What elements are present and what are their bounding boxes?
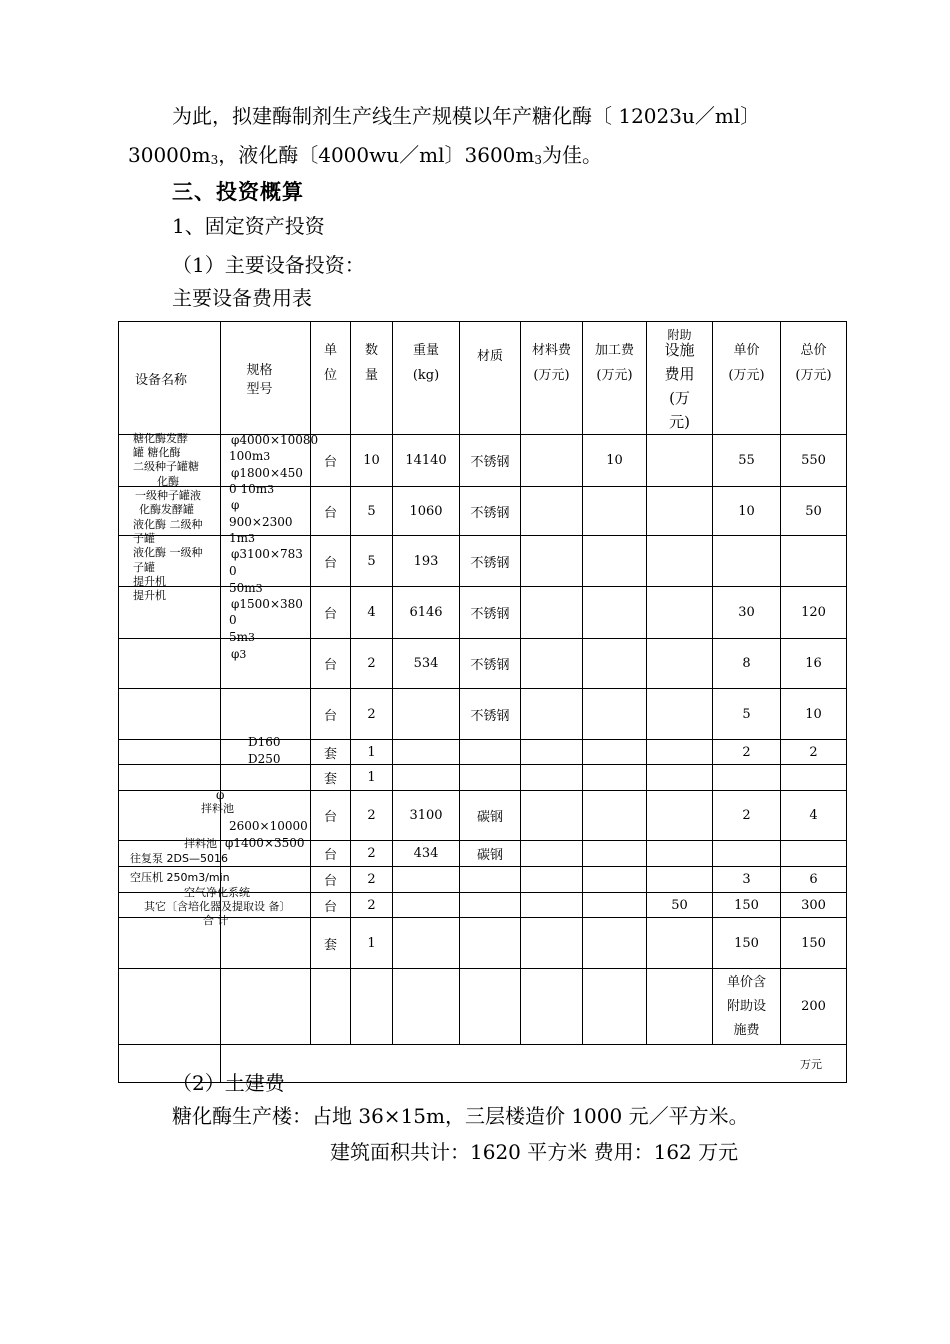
spec-line: D250	[248, 752, 281, 766]
note-cell-proc-cost	[583, 969, 647, 1045]
spec-sup: 3	[267, 483, 275, 496]
header-material: 材质	[460, 322, 521, 435]
civil-line-1: 糖化酶生产楼：占地 36×15m，三层楼造价 1000 元／平方米。	[172, 1104, 749, 1128]
cell-aux	[647, 639, 713, 689]
cell-weight: 14140	[393, 435, 460, 487]
cell-total: 10	[781, 689, 847, 740]
table-row	[119, 740, 847, 765]
cell-qty: 2	[351, 893, 393, 918]
cell-name	[119, 765, 221, 791]
subsection-main-equipment: （1）主要设备投资：	[172, 253, 365, 277]
intro-part-b: ，液化酶〔4000wu／ml〕3600m	[218, 143, 535, 167]
cell-mat-cost	[521, 536, 583, 587]
cell-qty: 10	[351, 435, 393, 487]
cell-proc-cost	[583, 487, 647, 536]
cell-material: 碳钢	[460, 841, 521, 867]
note-cell-name	[119, 969, 221, 1045]
cell-unit: 台	[311, 487, 351, 536]
spec-part: φ	[231, 647, 240, 661]
cell-weight	[393, 740, 460, 765]
name-line: 往复泵 2DS—5016	[130, 852, 228, 865]
cell-aux	[647, 587, 713, 639]
cell-aux	[647, 867, 713, 893]
cell-qty: 5	[351, 536, 393, 587]
cell-unit: 台	[311, 791, 351, 841]
cell-material	[460, 740, 521, 765]
cell-material: 不锈钢	[460, 639, 521, 689]
cell-proc-cost	[583, 867, 647, 893]
spec-line	[229, 483, 274, 496]
header-aux-text: 设施 费用 (万 元)	[664, 341, 695, 431]
cell-proc-cost	[583, 918, 647, 969]
cell-material: 不锈钢	[460, 536, 521, 587]
cell-mat-cost	[521, 765, 583, 791]
total-unit-label: 万元	[221, 1045, 847, 1083]
cell-unit: 台	[311, 867, 351, 893]
cell-material: 不锈钢	[460, 487, 521, 536]
cell-total: 300	[781, 893, 847, 918]
cell-total: 50	[781, 487, 847, 536]
cell-price: 150	[713, 893, 781, 918]
note-cell-qty	[351, 969, 393, 1045]
cell-unit: 台	[311, 689, 351, 740]
spec-line	[231, 648, 246, 661]
subsection-fixed-assets: 1、固定资产投资	[172, 214, 325, 238]
cell-aux	[647, 689, 713, 740]
subsection-civil-works: （2）土建费	[172, 1071, 285, 1095]
spec-part: 50m	[229, 581, 256, 595]
cell-aux	[647, 740, 713, 765]
spec-line: φ1400×3500	[225, 836, 305, 850]
name-line: 提升机	[133, 575, 166, 588]
name-line: 子罐	[133, 532, 155, 545]
cell-unit: 套	[311, 765, 351, 791]
cell-qty: 1	[351, 918, 393, 969]
cell-material	[460, 765, 521, 791]
cell-weight	[393, 918, 460, 969]
table-header-row	[119, 322, 847, 435]
cell-price: 5	[713, 689, 781, 740]
cell-qty: 4	[351, 587, 393, 639]
cell-aux	[647, 841, 713, 867]
cell-qty: 2	[351, 689, 393, 740]
cell-proc-cost	[583, 765, 647, 791]
cell-weight: 193	[393, 536, 460, 587]
header-name: 设备名称	[119, 322, 221, 435]
table-row	[119, 689, 847, 740]
spec-line	[229, 631, 255, 644]
cell-proc-cost	[583, 587, 647, 639]
cell-name	[119, 791, 221, 841]
equipment-cost-table	[118, 321, 847, 1083]
cell-aux	[647, 536, 713, 587]
cell-weight	[393, 893, 460, 918]
cell-mat-cost	[521, 893, 583, 918]
intro-line-2	[128, 143, 602, 172]
cell-total	[781, 841, 847, 867]
cell-mat-cost	[521, 689, 583, 740]
spec-line	[229, 450, 270, 463]
table-row	[119, 435, 847, 487]
spec-line: φ3100×783	[231, 547, 303, 561]
header-qty: 数 量	[351, 322, 393, 435]
cell-unit: 台	[311, 841, 351, 867]
spec-part: 5m	[229, 630, 249, 644]
cell-unit: 台	[311, 587, 351, 639]
header-aux	[647, 322, 713, 435]
cell-mat-cost	[521, 791, 583, 841]
spec-line: φ4000×10080	[231, 433, 319, 447]
table-row	[119, 536, 847, 587]
cell-mat-cost	[521, 841, 583, 867]
cell-proc-cost	[583, 689, 647, 740]
cell-total: 550	[781, 435, 847, 487]
cell-weight	[393, 689, 460, 740]
header-spec: 规格 型号	[221, 322, 311, 435]
section-title-investment: 三、投资概算	[172, 180, 304, 204]
cell-price: 2	[713, 791, 781, 841]
cell-proc-cost: 10	[583, 435, 647, 487]
cell-price: 30	[713, 587, 781, 639]
note-cell-weight	[393, 969, 460, 1045]
cell-name	[119, 740, 221, 765]
cell-material: 不锈钢	[460, 689, 521, 740]
cell-weight: 534	[393, 639, 460, 689]
cell-aux	[647, 918, 713, 969]
cell-qty: 1	[351, 765, 393, 791]
name-line: 糖化酶发酵	[133, 432, 188, 445]
header-process-cost: 加工费 (万元)	[583, 322, 647, 435]
cell-mat-cost	[521, 435, 583, 487]
cell-qty: 2	[351, 791, 393, 841]
name-line: 液化酶 一级种	[133, 546, 203, 559]
cell-price: 150	[713, 918, 781, 969]
spec-line: φ1500×380	[231, 597, 303, 611]
note-price: 单价含 附助设 施费	[713, 969, 781, 1045]
header-unit-price: 单价 (万元)	[713, 322, 781, 435]
cell-name	[119, 639, 221, 689]
intro-sup-2: 3	[534, 153, 542, 167]
spec-line	[229, 582, 263, 595]
cell-qty: 2	[351, 639, 393, 689]
cell-material: 不锈钢	[460, 587, 521, 639]
cell-proc-cost	[583, 536, 647, 587]
cell-unit: 台	[311, 435, 351, 487]
cell-spec	[221, 639, 311, 689]
cell-qty: 5	[351, 487, 393, 536]
cell-unit: 套	[311, 918, 351, 969]
spec-line: φ	[216, 788, 225, 802]
cell-price: 10	[713, 487, 781, 536]
cell-unit: 台	[311, 536, 351, 587]
cell-price: 55	[713, 435, 781, 487]
cell-mat-cost	[521, 587, 583, 639]
header-aux-top: 附助	[667, 328, 692, 342]
cell-unit: 台	[311, 893, 351, 918]
spec-part: 0 10m	[229, 482, 268, 496]
cell-proc-cost	[583, 639, 647, 689]
cell-total: 4	[781, 791, 847, 841]
note-cell-spec	[221, 969, 311, 1045]
cell-qty: 2	[351, 867, 393, 893]
name-line: 空气净化系统	[184, 886, 250, 899]
cell-material: 碳钢	[460, 791, 521, 841]
spec-sup: 3	[239, 648, 247, 661]
cell-total: 6	[781, 867, 847, 893]
name-line: 拌料池	[201, 802, 234, 815]
spec-part: 1m	[229, 531, 249, 545]
name-line: 合 计	[203, 914, 229, 927]
spec-line: D160	[248, 735, 281, 749]
cell-price: 3	[713, 867, 781, 893]
table-title: 主要设备费用表	[172, 286, 312, 310]
name-line: 化酶	[157, 475, 179, 488]
spec-line: φ	[231, 498, 240, 512]
cell-total: 2	[781, 740, 847, 765]
table-row	[119, 791, 847, 841]
name-line: 子罐	[133, 561, 155, 574]
cell-qty: 2	[351, 841, 393, 867]
spec-line: 0	[229, 564, 237, 578]
cell-aux	[647, 487, 713, 536]
spec-sup: 3	[255, 582, 263, 595]
cell-material	[460, 867, 521, 893]
note-cell-material	[460, 969, 521, 1045]
spec-line: 2600×10000	[229, 819, 308, 833]
intro-part-a: 30000m	[128, 143, 211, 167]
note-row	[119, 969, 847, 1045]
cell-spec	[221, 765, 311, 791]
cell-material	[460, 893, 521, 918]
name-line: 罐 糖化酶	[133, 446, 181, 459]
cell-weight: 1060	[393, 487, 460, 536]
name-line: 化酶发酵罐	[139, 503, 194, 516]
header-material-cost: 材料费 (万元)	[521, 322, 583, 435]
name-line: 拌料池	[184, 837, 217, 850]
cell-weight: 6146	[393, 587, 460, 639]
note-cell-mat-cost	[521, 969, 583, 1045]
name-line: 二级种子罐糖	[133, 460, 199, 473]
cell-material	[460, 918, 521, 969]
cell-proc-cost	[583, 791, 647, 841]
intro-part-c: 为佳。	[542, 143, 602, 167]
table-row	[119, 587, 847, 639]
spec-sup: 3	[248, 532, 256, 545]
cell-proc-cost	[583, 841, 647, 867]
note-total: 200	[781, 969, 847, 1045]
cell-aux	[647, 791, 713, 841]
header-total: 总价 (万元)	[781, 322, 847, 435]
spec-line	[229, 532, 255, 545]
table-row	[119, 765, 847, 791]
cell-qty: 1	[351, 740, 393, 765]
cell-weight	[393, 867, 460, 893]
cell-total: 16	[781, 639, 847, 689]
cell-price	[713, 536, 781, 587]
cell-total: 120	[781, 587, 847, 639]
cell-aux	[647, 435, 713, 487]
spec-line: φ1800×450	[231, 466, 303, 480]
spec-line: 900×2300	[229, 515, 293, 529]
cell-weight	[393, 765, 460, 791]
cell-total: 150	[781, 918, 847, 969]
cell-unit: 套	[311, 740, 351, 765]
spec-line: 0	[229, 613, 237, 627]
note-cell-unit	[311, 969, 351, 1045]
cell-proc-cost	[583, 740, 647, 765]
cell-mat-cost	[521, 867, 583, 893]
spec-part: 100m	[229, 449, 264, 463]
cell-price: 8	[713, 639, 781, 689]
cell-total	[781, 536, 847, 587]
cell-mat-cost	[521, 639, 583, 689]
cell-price	[713, 765, 781, 791]
note-cell-aux	[647, 969, 713, 1045]
name-line: 空压机 250m3/min	[130, 871, 230, 884]
table-row	[119, 487, 847, 536]
cell-aux: 50	[647, 893, 713, 918]
name-line: 液化酶 二级种	[133, 518, 203, 531]
intro-sup-1: 3	[210, 153, 219, 167]
civil-line-2: 建筑面积共计：1620 平方米 费用：162 万元	[330, 1140, 739, 1164]
cell-name	[119, 689, 221, 740]
name-line: 一级种子罐液	[135, 489, 201, 502]
cell-proc-cost	[583, 893, 647, 918]
cell-price: 2	[713, 740, 781, 765]
table-row	[119, 639, 847, 689]
name-line: 其它〔含培化器及提取设 备〕	[144, 900, 291, 913]
cell-spec	[221, 689, 311, 740]
cell-mat-cost	[521, 918, 583, 969]
intro-line-1: 为此，拟建酶制剂生产线生产规模以年产糖化酶〔 12023u／ml〕	[172, 104, 761, 128]
cell-mat-cost	[521, 740, 583, 765]
cell-weight: 3100	[393, 791, 460, 841]
cell-spec	[221, 791, 311, 841]
cell-aux	[647, 765, 713, 791]
name-line: 提升机	[133, 589, 166, 602]
header-unit: 单 位	[311, 322, 351, 435]
spec-sup: 3	[263, 450, 271, 463]
cell-total	[781, 765, 847, 791]
cell-material: 不锈钢	[460, 435, 521, 487]
cell-spec	[221, 918, 311, 969]
cell-unit: 台	[311, 639, 351, 689]
header-weight: 重量 (kg)	[393, 322, 460, 435]
cell-price	[713, 841, 781, 867]
spec-sup: 3	[248, 631, 256, 644]
cell-mat-cost	[521, 487, 583, 536]
cell-weight: 434	[393, 841, 460, 867]
